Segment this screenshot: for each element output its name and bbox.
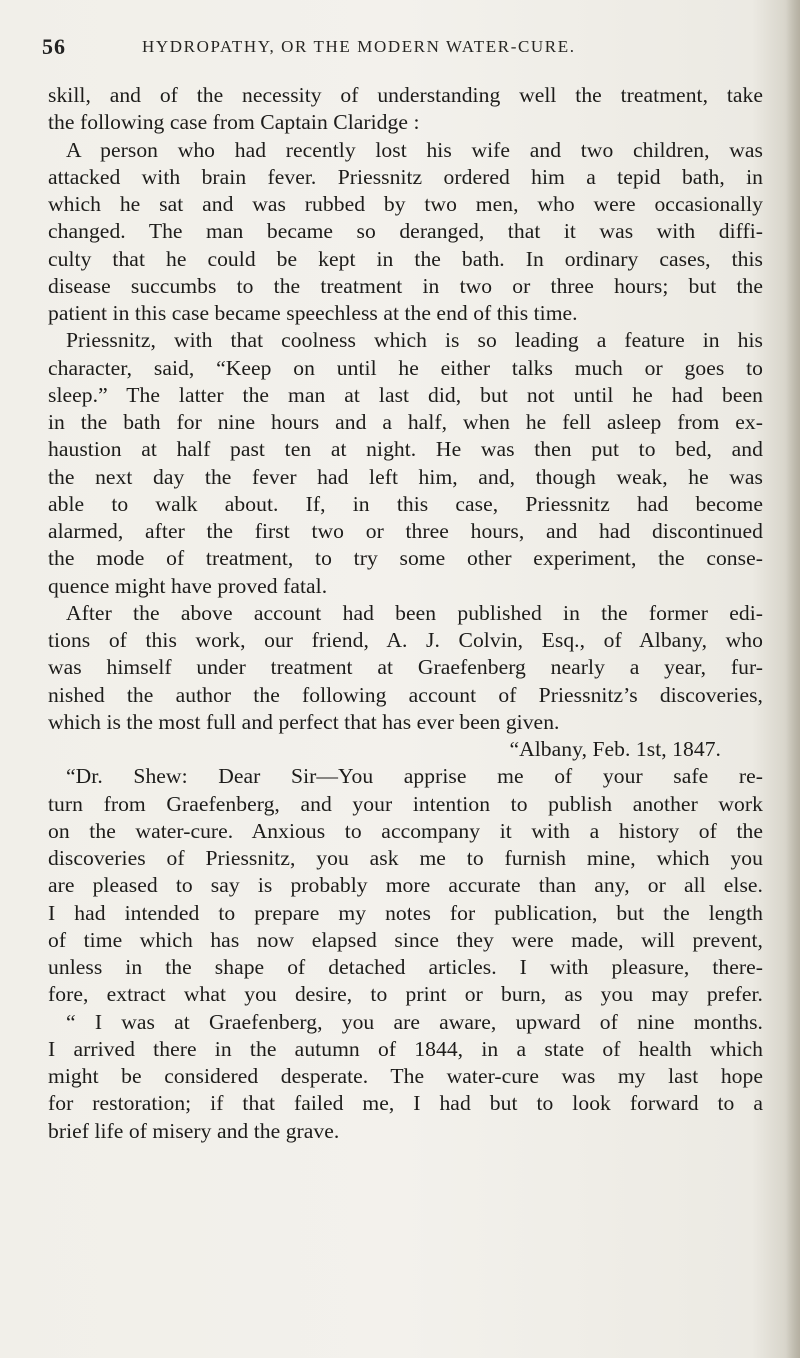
text-line: Priessnitz, with that coolness which is so leading a feature in his — [66, 328, 763, 353]
text-line: “ I was at Graefenberg, you are aware, upward of nine months. — [66, 1009, 763, 1034]
text-line: character, said, “Keep on until he either talks much or goes to — [48, 355, 763, 380]
text-line: attacked with brain fever. Priessnitz ordered him a tepid bath, in — [48, 164, 763, 189]
text-line: able to walk about. If, in this case, Priessnitz had become — [48, 491, 763, 516]
running-title: HYDROPATHY, OR THE MODERN WATER-CURE. — [142, 37, 576, 56]
text-line: I had intended to prepare my notes for publication, but the length — [48, 900, 763, 925]
text-line: in the bath for nine hours and a half, when he fell asleep from ex- — [48, 410, 763, 434]
text-line: nished the author the following account of Priessnitz’s discoveries, — [48, 682, 763, 707]
text-line: turn from Graefenberg, and your intention to publish another work — [48, 791, 763, 816]
text-line: the next day the fever had left him, and, though weak, he was — [48, 464, 763, 489]
text-line: unless in the shape of detached articles. I with pleasure, there- — [48, 955, 763, 979]
text-line: on the water-cure. Anxious to accompany it with a history of the — [48, 818, 763, 843]
text-line: fore, extract what you desire, to print or burn, as you may prefer. — [48, 982, 763, 1007]
text-line: tions of this work, our friend, A. J. Colvin, Esq., of Albany, who — [48, 628, 763, 652]
text-line: for restoration; if that failed me, I had but to look forward to a — [48, 1091, 763, 1116]
text-line: which he sat and was rubbed by two men, who were occasionally — [48, 192, 763, 216]
text-line: are pleased to say is probably more accurate than any, or all else. — [48, 873, 763, 898]
text-line: After the above account had been published in the former edi- — [66, 600, 763, 625]
text-line: the following case from Captain Claridge : — [48, 110, 420, 135]
text-line: the mode of treatment, to try some other experiment, the conse- — [48, 546, 763, 571]
text-line: was himself under treatment at Graefenberg nearly a year, fur- — [48, 655, 763, 680]
text-line: culty that he could be kept in the bath. In ordinary cases, this — [48, 246, 763, 271]
body-text — [48, 82, 763, 1145]
page-edge-shadow — [786, 0, 800, 1358]
text-line: disease succumbs to the treatment in two or three hours; but the — [48, 273, 763, 298]
text-line: “Albany, Feb. 1st, 1847. — [509, 737, 721, 761]
text-line: sleep.” The latter the man at last did, but not until he had been — [48, 382, 763, 407]
text-line: skill, and of the necessity of understanding well the treatment, take — [48, 83, 763, 107]
text-line: quence might have proved fatal. — [48, 573, 328, 598]
text-line: patient in this case became speechless at the end of this time. — [48, 301, 578, 325]
text-line: I arrived there in the autumn of 1844, in a state of health which — [48, 1036, 763, 1061]
text-line: brief life of misery and the grave. — [48, 1118, 340, 1143]
text-line: A person who had recently lost his wife and two children, was — [66, 137, 763, 162]
text-line: haustion at half past ten at night. He was then put to bed, and — [48, 437, 763, 462]
page-number: 56 — [42, 34, 66, 59]
text-line: might be considered desperate. The water-cure was my last hope — [48, 1064, 763, 1088]
text-line: which is the most full and perfect that has ever been given. — [48, 709, 560, 734]
text-line: of time which has now elapsed since they were made, will prevent, — [48, 927, 763, 952]
running-head — [42, 34, 762, 64]
text-line: alarmed, after the first two or three hours, and had discontinued — [48, 519, 763, 543]
text-line: discoveries of Priessnitz, you ask me to furnish mine, which you — [48, 846, 763, 870]
text-line: changed. The man became so deranged, that it was with diffi- — [48, 219, 763, 244]
text-line: “Dr. Shew: Dear Sir—You apprise me of your safe re- — [66, 764, 763, 789]
